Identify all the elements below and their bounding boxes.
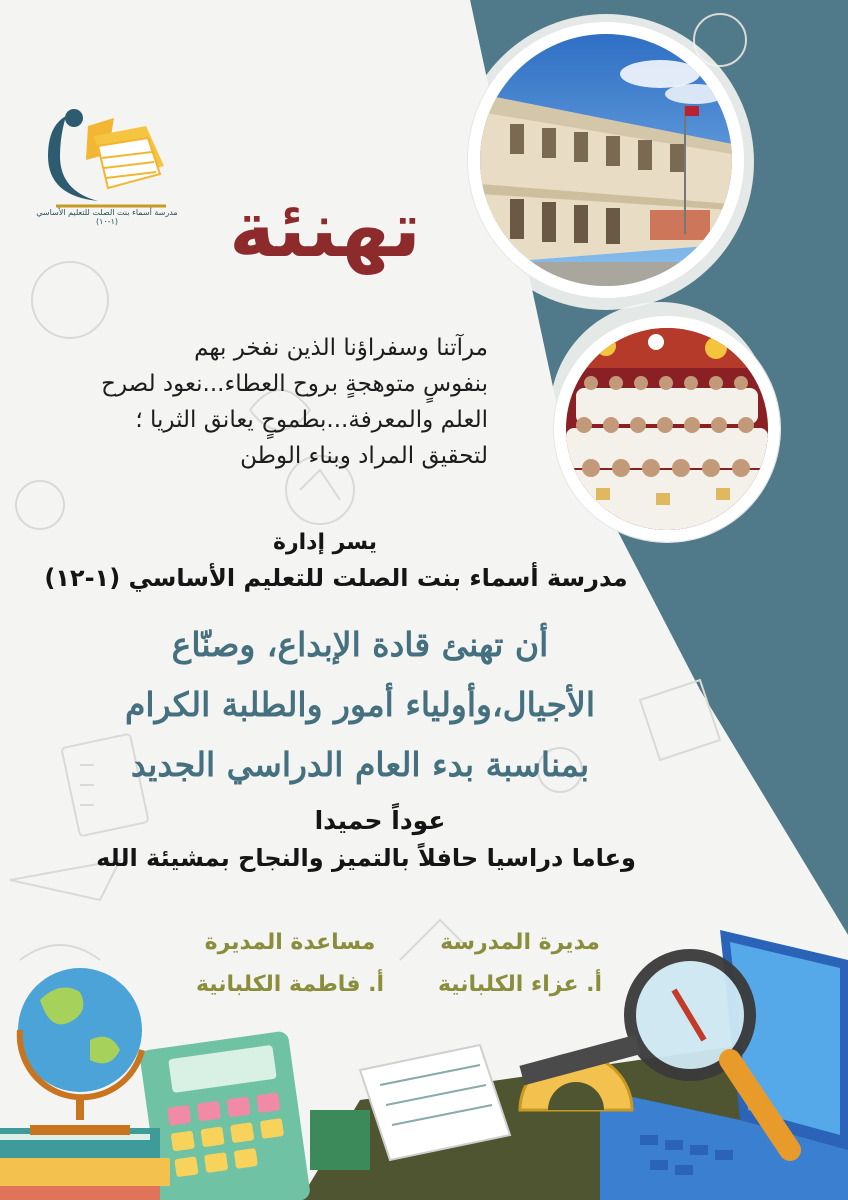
logo-caption: مدرسة أسماء بنت الصلت للتعليم الأساسي (١-١٠) (36, 208, 178, 226)
assistant-name: أ. فاطمة الكلبانية (195, 972, 385, 997)
wish-line-1: عوداً حميدا (314, 806, 446, 835)
wish-line-2: وعاما دراسيا حافلاً بالتميز والنجاح بمشيئة الله (96, 844, 636, 872)
intro-paragraph (98, 330, 488, 474)
globe-icon (18, 968, 142, 1130)
greeting-line: بمناسبة بدء العام الدراسي الجديد (130, 745, 590, 784)
greeting-line: الأجيال،وأولياء أمور والطلبة الكرام (124, 685, 595, 724)
intro-line: العلم والمعرفة...بطموحٍ يعانق الثريا ؛ (135, 407, 488, 433)
greeting-line: أن تهنئ قادة الإبداع، وصنّاع (171, 625, 549, 664)
greeting-block (60, 615, 660, 795)
intro-line: لتحقيق المراد وبناء الوطن (240, 443, 488, 469)
intro-line: بنفوسٍ متوهجةٍ بروح العطاء...نعود لصرح (101, 371, 488, 397)
school-building-photo (468, 22, 744, 298)
assistant-role: مساعدة المديرة (204, 930, 376, 955)
school-logo-icon (36, 96, 176, 221)
page-title: تهنئة (229, 185, 421, 275)
principal-role: مديرة المدرسة (440, 930, 600, 955)
books-icon (0, 1128, 170, 1200)
principal-name: أ. عزاء الكلبانية (437, 972, 603, 997)
students-group-photo (554, 316, 780, 542)
sender-school-name: مدرسة أسماء بنت الصلت للتعليم الأساسي (١-١٢) (44, 564, 628, 592)
school-supplies-illustration (0, 920, 848, 1200)
intro-line: مرآتنا وسفراؤنا الذين نفخر بهم (194, 335, 488, 361)
sender-line-1: يسر إدارة (272, 530, 378, 555)
